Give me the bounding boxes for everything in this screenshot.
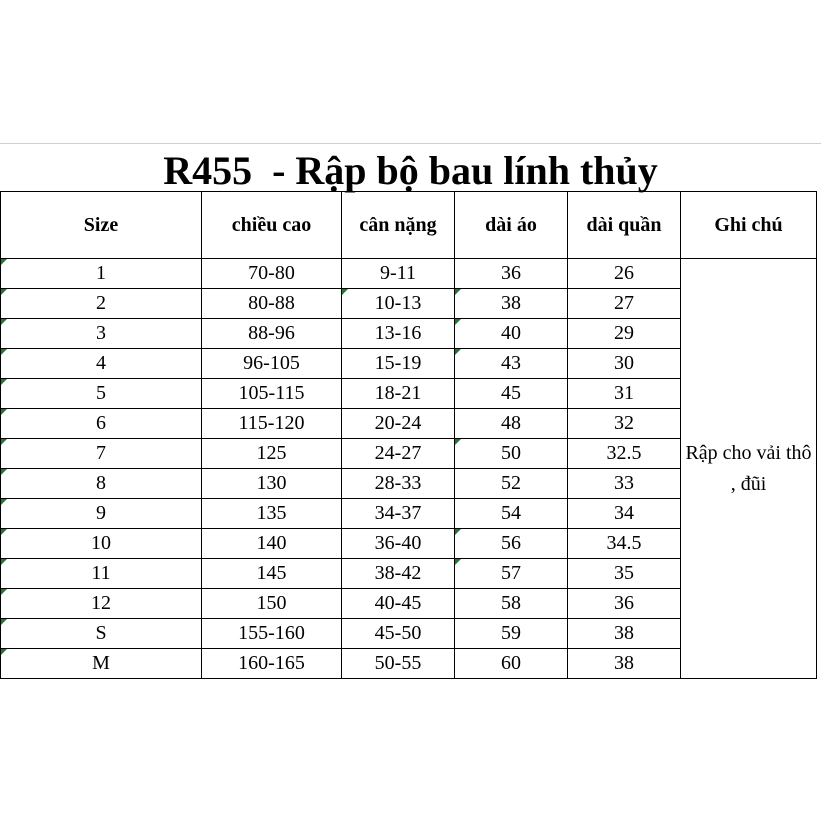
cell-shirt-length: 48 [455,409,568,439]
cell-shirt-length: 38 [455,289,568,319]
cell-height: 70-80 [202,259,342,289]
cell-weight: 9-11 [342,259,455,289]
cell-weight: 50-55 [342,649,455,679]
header-row [1,192,817,259]
cell-weight: 34-37 [342,499,455,529]
cell-indicator-icon [1,529,7,535]
cell-size: 6 [1,409,202,439]
cell-pants-length: 32.5 [568,439,681,469]
cell-weight: 45-50 [342,619,455,649]
cell-height: 150 [202,589,342,619]
cell-pants-length: 38 [568,649,681,679]
cell-weight: 28-33 [342,469,455,499]
cell-weight: 13-16 [342,319,455,349]
cell-height: 115-120 [202,409,342,439]
cell-indicator-icon [1,619,7,625]
cell-height: 155-160 [202,619,342,649]
cell-pants-length: 36 [568,589,681,619]
cell-pants-length: 34.5 [568,529,681,559]
cell-pants-length: 35 [568,559,681,589]
cell-size: 7 [1,439,202,469]
cell-weight: 18-21 [342,379,455,409]
header-height: chiều cao [202,192,342,259]
size-table [0,191,817,679]
cell-indicator-icon [1,409,7,415]
cell-pants-length: 30 [568,349,681,379]
cell-shirt-length: 36 [455,259,568,289]
cell-shirt-length: 59 [455,619,568,649]
cell-shirt-length: 43 [455,349,568,379]
cell-shirt-length: 56 [455,529,568,559]
cell-indicator-icon [1,589,7,595]
cell-indicator-icon [1,469,7,475]
cell-shirt-length: 40 [455,319,568,349]
cell-size: 12 [1,589,202,619]
cell-size: 11 [1,559,202,589]
cell-size: S [1,619,202,649]
cell-indicator-icon [1,499,7,505]
cell-size: 3 [1,319,202,349]
cell-shirt-length: 54 [455,499,568,529]
cell-height: 135 [202,499,342,529]
cell-weight: 15-19 [342,349,455,379]
cell-shirt-length: 58 [455,589,568,619]
cell-indicator-icon [455,349,461,355]
cell-size: 4 [1,349,202,379]
cell-indicator-icon [455,559,461,565]
cell-indicator-icon [1,349,7,355]
cell-weight: 40-45 [342,589,455,619]
cell-shirt-length: 60 [455,649,568,679]
cell-height: 160-165 [202,649,342,679]
cell-pants-length: 34 [568,499,681,529]
cell-pants-length: 29 [568,319,681,349]
cell-pants-length: 26 [568,259,681,289]
cell-size: M [1,649,202,679]
cell-pants-length: 38 [568,619,681,649]
cell-indicator-icon [455,529,461,535]
cell-height: 80-88 [202,289,342,319]
cell-indicator-icon [1,439,7,445]
cell-weight: 36-40 [342,529,455,559]
cell-shirt-length: 50 [455,439,568,469]
header-size: Size [1,192,202,259]
cell-size: 2 [1,289,202,319]
cell-indicator-icon [1,559,7,565]
cell-size: 1 [1,259,202,289]
cell-pants-length: 31 [568,379,681,409]
cell-height: 88-96 [202,319,342,349]
cell-indicator-icon [1,649,7,655]
cell-size: 8 [1,469,202,499]
header-notes: Ghi chú [681,192,817,259]
cell-height: 140 [202,529,342,559]
cell-note: Rập cho vải thô , đũi [681,259,817,679]
cell-height: 125 [202,439,342,469]
cell-indicator-icon [1,379,7,385]
cell-weight: 24-27 [342,439,455,469]
cell-height: 130 [202,469,342,499]
cell-weight: 38-42 [342,559,455,589]
cell-indicator-icon [1,319,7,325]
cell-height: 145 [202,559,342,589]
cell-indicator-icon [1,289,7,295]
cell-indicator-icon [455,289,461,295]
table-row [1,259,817,289]
cell-indicator-icon [342,289,348,295]
cell-shirt-length: 52 [455,469,568,499]
header-weight: cân nặng [342,192,455,259]
cell-height: 96-105 [202,349,342,379]
cell-pants-length: 27 [568,289,681,319]
cell-shirt-length: 57 [455,559,568,589]
header-pants-length: dài quần [568,192,681,259]
cell-shirt-length: 45 [455,379,568,409]
cell-pants-length: 33 [568,469,681,499]
cell-indicator-icon [455,439,461,445]
header-shirt-length: dài áo [455,192,568,259]
cell-height: 105-115 [202,379,342,409]
cell-size: 9 [1,499,202,529]
cell-weight: 20-24 [342,409,455,439]
cell-pants-length: 32 [568,409,681,439]
cell-weight: 10-13 [342,289,455,319]
cell-indicator-icon [455,319,461,325]
cell-size: 5 [1,379,202,409]
cell-indicator-icon [1,259,7,265]
chart-title: R455 - Rập bộ bau lính thủy [163,148,658,193]
cell-size: 10 [1,529,202,559]
